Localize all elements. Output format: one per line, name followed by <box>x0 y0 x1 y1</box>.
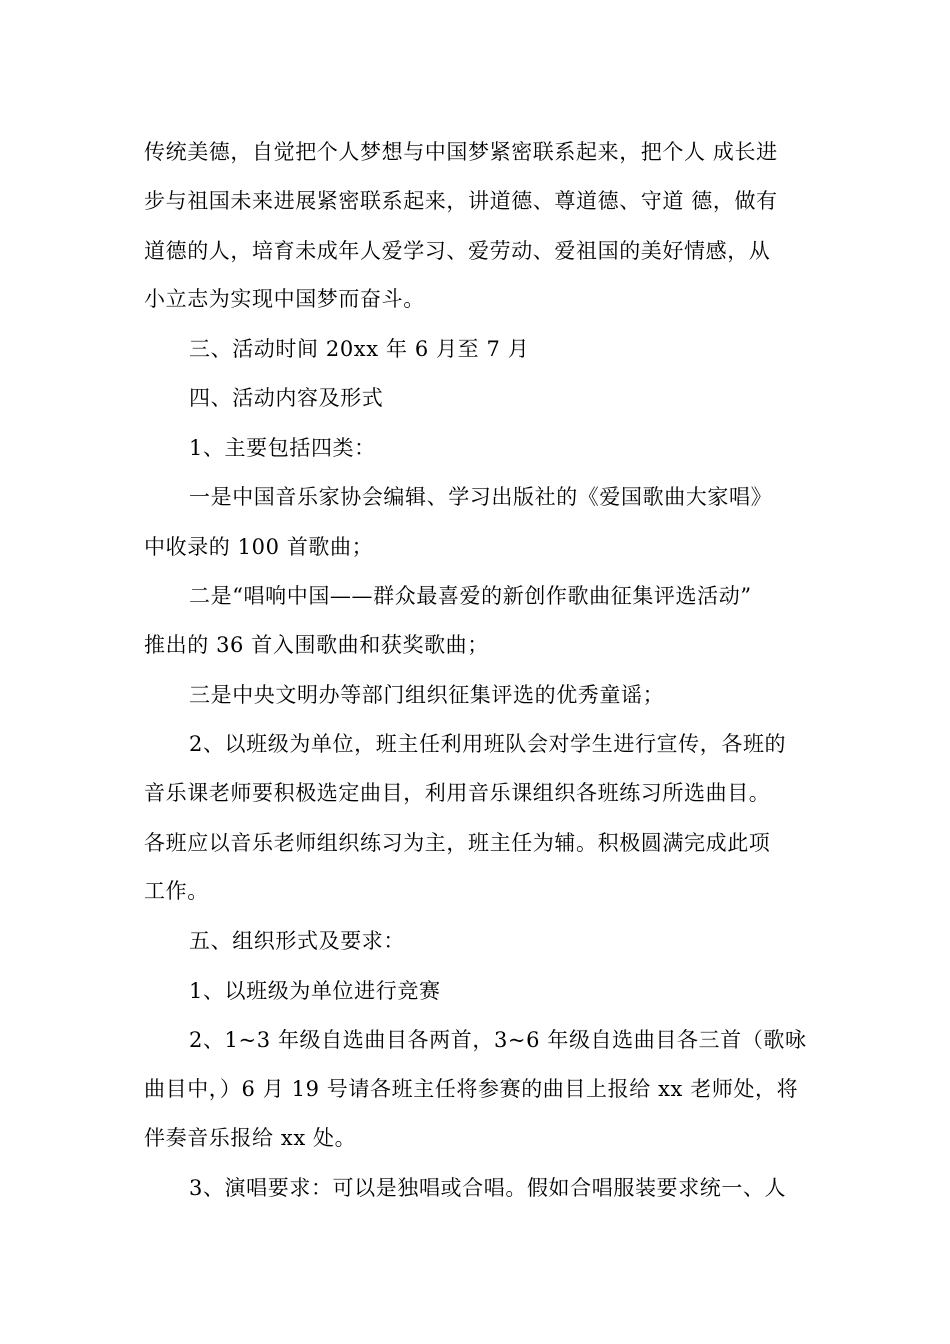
paragraph-line: 小立志为实现中国梦而奋斗。 <box>144 287 425 311</box>
paragraph-line: 二是“唱响中国——群众最喜爱的新创作歌曲征集评选活动” <box>189 584 752 608</box>
paragraph-line: 一是中国音乐家协会编辑、学习出版社的《爱国歌曲大家唱》 <box>189 485 773 509</box>
paragraph-line: 音乐课老师要积极选定曲目，利用音乐课组织各班练习所选曲目。 <box>144 781 771 805</box>
paragraph-line: 各班应以音乐老师组织练习为主，班主任为辅。积极圆满完成此项 <box>144 831 771 855</box>
paragraph-line: 伴奏音乐报给 xx 处。 <box>144 1126 357 1150</box>
section-heading-organization: 五、组织形式及要求： <box>189 929 405 953</box>
paragraph-line: 中收录的 100 首歌曲； <box>144 535 374 559</box>
paragraph-line: 传统美德，自觉把个人梦想与中国梦紧密联系起来，把个人 成长进 <box>144 140 778 164</box>
section-heading-activity-time: 三、活动时间 20xx 年 6 月至 7 月 <box>189 337 530 361</box>
paragraph-line: 曲目中，）6 月 19 号请各班主任将参赛的曲目上报给 xx 老师处，将 <box>144 1077 799 1101</box>
paragraph-line: 2、1~3 年级自选曲目各两首，3~6 年级自选曲目各三首（歌咏 <box>189 1028 807 1052</box>
paragraph-line: 步与祖国未来进展紧密联系起来，讲道德、尊道德、守道 德，做有 <box>144 189 778 213</box>
paragraph-line: 推出的 36 首入围歌曲和获奖歌曲； <box>144 633 489 657</box>
paragraph-line: 工作。 <box>144 879 209 903</box>
paragraph-line: 三是中央文明办等部门组织征集评选的优秀童谣； <box>189 683 665 707</box>
section-heading-activity-content: 四、活动内容及形式 <box>189 386 384 410</box>
paragraph-line: 2、以班级为单位，班主任利用班队会对学生进行宣传，各班的 <box>189 732 787 756</box>
list-item-heading: 1、以班级为单位进行竞赛 <box>189 979 441 1003</box>
paragraph-line: 道德的人，培育未成年人爱学习、爱劳动、爱祖国的美好情感，从 <box>144 239 771 263</box>
list-item-heading: 1、主要包括四类： <box>189 436 376 460</box>
paragraph-line: 3、演唱要求：可以是独唱或合唱。假如合唱服装要求统一、人 <box>189 1176 787 1200</box>
